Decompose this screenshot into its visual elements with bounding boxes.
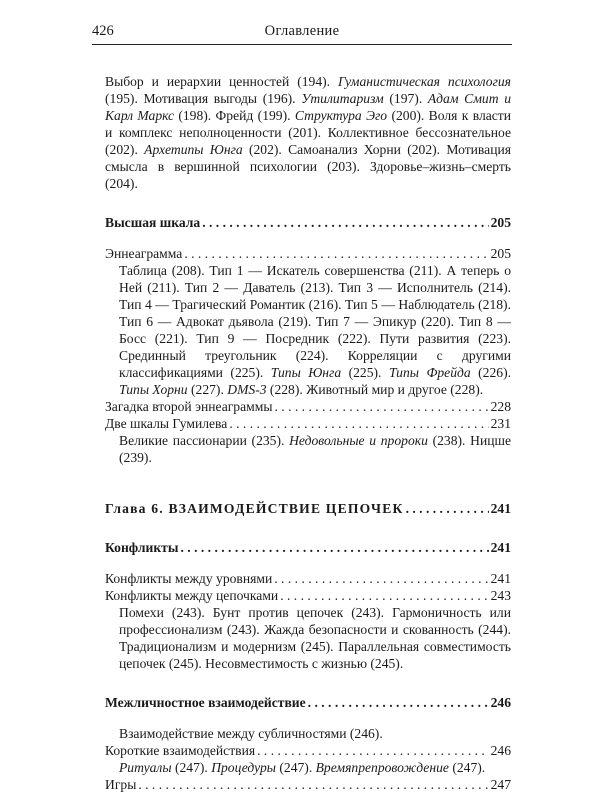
toc-entry-konflikty-urovni[interactable]: Конфликты между уровнями . . . 241 (105, 570, 511, 587)
toc-paragraph (105, 759, 511, 776)
text-run: (238). Ницше (239). (119, 433, 512, 465)
toc-entry-zagadka[interactable]: Загадка второй эннеаграммы . . . 228 (105, 398, 511, 415)
text-run: (228). Животный мир и другое (228). (266, 382, 484, 397)
text-run: (227). (187, 382, 228, 397)
text-run: (200). Воля к власти и комплекс неполноценности (201). Коллективное бессознательное (202). (105, 108, 512, 157)
text-run: Таблица (208). Тип 1 — Искатель совершенства (211). А теперь о Ней (211). Тип 2 — Даватель (213). Тип 3 — Исполнитель (214). Тип 4 — Трагический Романтик (216). Тип 5 — Наблюдатель (218). Тип 6 — Адвокат дьявола (219). Тип 7 — Эпикур (220). Тип 8 — Босс (221). Тип 9 — Посредник (222). Пути развития (223). Срединный треугольник (224). Корреляции с другими классификациями (225). (119, 263, 511, 380)
italic-run: Типы Юнга (270, 365, 342, 380)
toc-entry-konflikty[interactable]: Конфликты . . . 241 (105, 539, 511, 556)
text-run: Великие пассионарии (235). (119, 433, 290, 448)
toc-entry-konflikty-cepochki[interactable]: Конфликты между цепочками . . . 243 (105, 587, 511, 604)
italic-run: DMS-3 (227, 382, 267, 397)
toc-entry-gumilev[interactable]: Две шкалы Гумилева . . . 231 (105, 415, 511, 432)
toc-paragraph (105, 73, 511, 192)
italic-run: Архетипы Юнга (144, 142, 243, 157)
text-run: (247). (448, 760, 486, 775)
toc-content (105, 73, 511, 793)
text-run: Взаимодействие между субличностями (246). (119, 726, 383, 741)
page-number: 426 (92, 23, 114, 39)
toc-entry-korotkie[interactable]: Короткие взаимодействия . . . 246 (105, 742, 511, 759)
text-run: (226). (470, 365, 512, 380)
text-run: Помехи (243). Бунт против цепочек (243). Гармоничность или профессионализм (243). Жажда безопасности и скованность (244). Традиционализм и модернизм (245). Параллельная совместимость цепочек (245). Несовместимость с жизнью (245). (119, 605, 511, 671)
toc-entry-vysshaya-shkala[interactable]: Высшая шкала . . . 205 (105, 214, 511, 231)
toc-paragraph (105, 725, 511, 742)
text-run: (202). Самоанализ Хорни (202). Мотивация смысла в вершинной психологии (203). Здоровье–жизнь–смерть (204). (105, 142, 512, 191)
italic-run: Структура Эго (294, 108, 388, 123)
text-run: (198). Фрейд (199). (174, 108, 295, 123)
toc-entry-mezhlichnostnoe[interactable]: Межличностное взаимодействие . . . 246 (105, 694, 511, 711)
running-title: Оглавление (264, 23, 340, 39)
italic-run: Ритуалы (119, 760, 172, 775)
text-run: (195). Мотивация выгоды (196). (105, 91, 302, 106)
running-header (92, 18, 512, 45)
italic-run: Типы Фрейда (388, 365, 471, 380)
toc-entry-enneagramma[interactable]: Эннеаграмма . . . 205 (105, 245, 511, 262)
toc-paragraph (105, 432, 511, 466)
italic-run: Недовольные и пророки (289, 433, 428, 448)
text-run: (225). (341, 365, 389, 380)
text-run: Выбор и иерархии ценностей (194). (105, 74, 338, 89)
italic-run: Процедуры (211, 760, 276, 775)
italic-run: Утилитаризм (301, 91, 384, 106)
italic-run: Времяпрепровождение (315, 760, 449, 775)
text-run: (197). (383, 91, 428, 106)
italic-run: Типы Хорни (119, 382, 188, 397)
italic-run: Гуманистическая психология (337, 74, 511, 89)
text-run: (247). (171, 760, 212, 775)
toc-paragraph (105, 604, 511, 672)
toc-paragraph (105, 262, 511, 398)
text-run: (247). (275, 760, 316, 775)
toc-entry-chapter-6[interactable]: Глава 6. ВЗАИМОДЕЙСТВИЕ ЦЕПОЧЕК . . . 241 (105, 500, 511, 517)
toc-entry-igry[interactable]: Игры . . . 247 (105, 776, 511, 793)
italic-run: Адам Смит и Карл Маркс (105, 91, 511, 123)
